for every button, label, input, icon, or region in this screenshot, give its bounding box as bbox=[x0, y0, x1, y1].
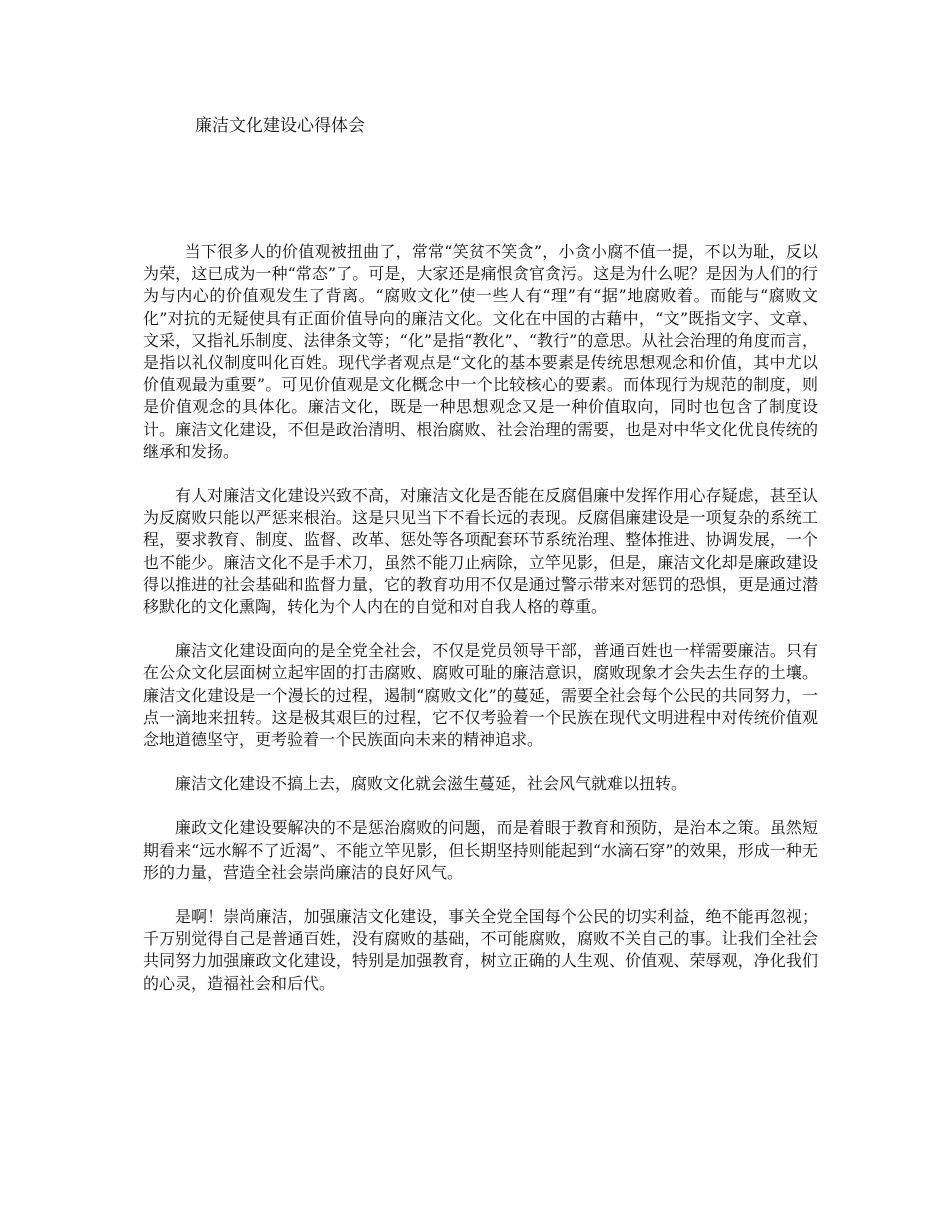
paragraph-1: 当下很多人的价值观被扭曲了，常常“笑贫不笑贪”，小贪小腐不值一提，不以为耻，反以为荣，这已成为一种“常态”了。可是，大家还是痛恨贪官贪污。这是为什么呢？是因为人们的行为与内心的价值观发生了背离。“腐败文化”使一些人有“理”有“据”地腐败着。而能与“腐败文化”对抗的无疑使具有正面价值导向的廉洁文化。文化在中国的古藉中，“文”既指文字、文章、文采，又指礼乐制度、法律条文等；“化”是指“教化”、“教行”的意思。从社会治理的角度而言，是指以礼仪制度叫化百姓。现代学者观点是“文化的基本要素是传统思想观念和价值，其中尤以价值观最为重要”。可见价值观是文化概念中一个比较核心的要素。而体现行为规范的制度，则是价值观念的具体化。廉洁文化，既是一种思想观念又是一种价值取向，同时也包含了制度设计。廉洁文化建设，不但是政治清明、根治腐败、社会治理的需要，也是对中华文化优良传统的继承和发扬。 bbox=[143, 242, 818, 461]
paragraph-3: 廉洁文化建设面向的是全党全社会，不仅是党员领导干部，普通百姓也一样需要廉洁。只有在公众文化层面树立起牢固的打击腐败、腐败可耻的廉洁意识，腐败现象才会失去生存的土壤。廉洁文化建设是一个漫长的过程，遏制“腐败文化”的蔓延，需要全社会每个公民的共同努力，一点一滴地来扭转。这是极其艰巨的过程，它不仅考验着一个民族在现代文明进程中对传统价值观念地道德坚守，更考验着一个民族面向未来的精神追求。 bbox=[143, 641, 818, 750]
document-body bbox=[143, 241, 818, 1017]
paragraph-6: 是啊！崇尚廉洁，加强廉洁文化建设，事关全党全国每个公民的切实利益，绝不能再忽视；千万别觉得自己是普通百姓，没有腐败的基础，不可能腐败，腐败不关自己的事。让我们全社会共同努力加强廉政文化建设，特别是加强教育，树立正确的人生观、价值观、荣辱观，净化我们的心灵，造福社会和后代。 bbox=[143, 907, 818, 993]
paragraph-4: 廉洁文化建设不搞上去，腐败文化就会滋生蔓延，社会风气就难以扭转。 bbox=[175, 774, 688, 794]
paragraph-2: 有人对廉洁文化建设兴致不高，对廉洁文化是否能在反腐倡廉中发挥作用心存疑虑，甚至认为反腐败只能以严惩来根治。这是只见当下不看长远的表现。反腐倡廉建设是一项复杂的系统工程，要求教育、制度、监督、改革、惩处等各项配套环节系统治理、整体推进、协调发展，一个也不能少。廉洁文化不是手术刀，虽然不能刀止病除，立竿见影，但是，廉洁文化却是廉政建设得以推进的社会基础和监督力量，它的教育功用不仅是通过警示带来对惩罚的恐惧，更是通过潜移默化的文化熏陶，转化为个人内在的自觉和对自我人格的尊重。 bbox=[143, 486, 818, 617]
paragraph-5: 廉政文化建设要解决的不是惩治腐败的问题，而是着眼于教育和预防，是治本之策。虽然短期看来“远水解不了近渴”、不能立竿见影，但长期坚持则能起到“水滴石穿”的效果，形成一种无形的力量，营造全社会崇尚廉洁的良好风气。 bbox=[143, 818, 818, 882]
document-title: 廉洁文化建设心得体会 bbox=[195, 116, 365, 136]
